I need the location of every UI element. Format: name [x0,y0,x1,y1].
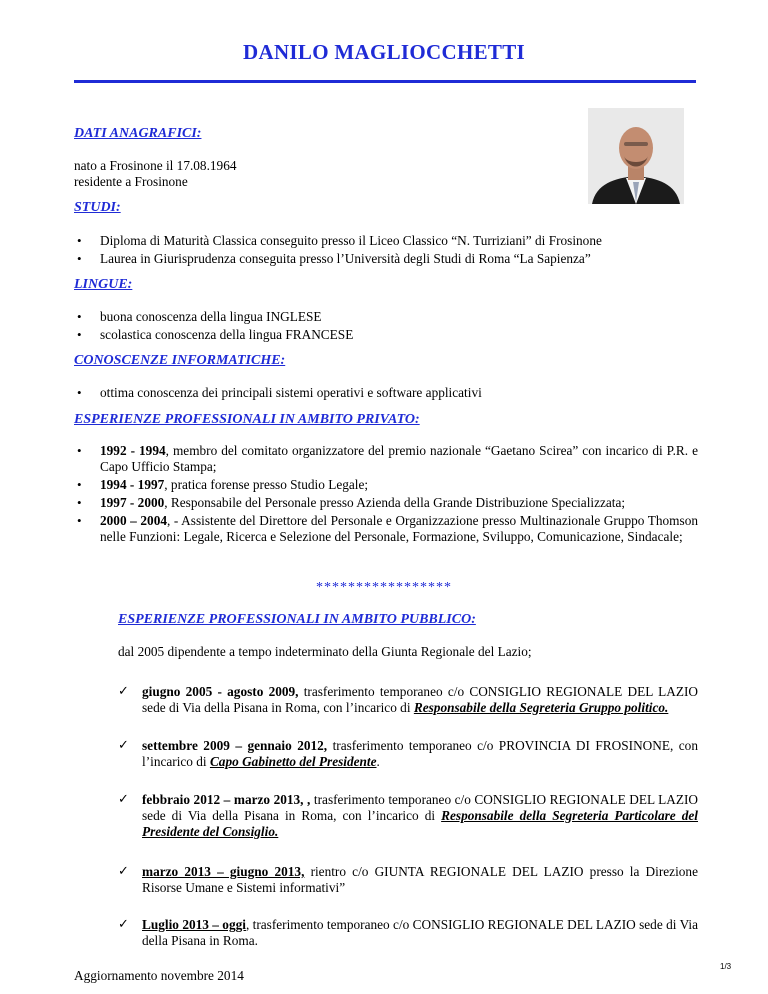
list-item: • ottima conoscenza dei principali sistemi operativi e software applicativi [74,385,698,401]
period: 1994 - 1997 [100,477,165,492]
list-item [118,738,698,770]
description: trasferimento temporaneo c/o PROVINCIA DI FROSINONE, con l’incarico di [142,738,698,769]
birth-info: nato a Frosinone il 17.08.1964 [74,158,237,173]
heading-dati-anagrafici: DATI ANAGRAFICI: [74,126,202,141]
description: trasferimento temporaneo c/o CONSIGLIO REGIONALE DEL LAZIO sede di Via della Pisana in Roma, con l’incarico di [142,792,699,823]
heading-studi: STUDI: [74,200,121,215]
residence-info: residente a Frosinone [74,174,188,189]
heading-esperienze-pubblico: ESPERIENZE PROFESSIONALI IN AMBITO PUBBLICO: [118,612,476,627]
checkmark-icon: ✓ [118,792,129,807]
description-end: . [376,754,380,769]
checkmark-icon: ✓ [118,917,129,932]
period: settembre 2009 – gennaio 2012, [142,738,328,753]
description: trasferimento temporaneo c/o CONSIGLIO REGIONALE DEL LAZIO sede di Via della Pisana in Roma, con l’incarico di [142,684,698,715]
list-item [74,443,698,475]
lingue-list [74,309,698,345]
period: 2000 – 2004 [100,513,167,528]
privato-list [74,443,698,547]
description: , Responsabile del Personale presso Azienda della Grande Distribuzione Specializzata; [164,495,626,510]
description: rientro c/o GIUNTA REGIONALE DEL LAZIO presso la Direzione Risorse Umane e Sistemi informativi” [142,864,698,895]
person-portrait-icon [588,108,684,204]
footer-update-date: Aggiornamento novembre 2014 [74,968,244,983]
description: , trasferimento temporaneo c/o CONSIGLIO REGIONALE DEL LAZIO sede di Via della Pisana in Roma. [142,917,698,948]
role-title: Responsabile della Segreteria Gruppo politico. [413,700,669,715]
period: 1992 - 1994 [100,443,166,458]
separator-stars: ***************** [316,580,452,595]
description: , - Assistente del Direttore del Personale e Organizzazione presso Multinazionale Gruppo Thomson nelle Funzioni: Legale, Ricerca e Selezione del Personale, Formazione, Sviluppo, Comunicazione, Sindacale; [100,513,699,544]
period: giugno 2005 - agosto 2009, [142,684,299,699]
heading-conoscenze-informatiche: CONOSCENZE INFORMATICHE: [74,353,286,368]
page-number: 1/3 [720,962,732,971]
list-item [118,684,698,716]
role-title: Responsabile della Segreteria Particolare del Presidente del Consiglio. [142,808,699,839]
list-item: • Diploma di Maturità Classica conseguito presso il Liceo Classico “N. Turriziani” di Frosinone [74,233,698,249]
role-title: Capo Gabinetto del Presidente [209,754,377,769]
cv-name: DANILO MAGLIOCCHETTI [243,40,525,64]
checkmark-icon: ✓ [118,738,129,753]
description: , membro del comitato organizzatore del premio nazionale “Gaetano Scirea” con incarico di P.R. e Capo Ufficio Stampa; [100,443,699,474]
period: febbraio 2012 – marzo 2013, , [142,792,311,807]
list-item [118,864,698,896]
list-item: • scolastica conoscenza della lingua FRANCESE [74,327,698,343]
list-item [118,792,698,840]
pubblico-intro: dal 2005 dipendente a tempo indeterminato della Giunta Regionale del Lazio; [118,644,532,659]
list-item [118,917,698,949]
description: , pratica forense presso Studio Legale; [164,477,369,492]
heading-lingue: LINGUE: [74,277,133,292]
profile-photo [588,108,684,204]
heading-esperienze-privato: ESPERIENZE PROFESSIONALI IN AMBITO PRIVATO: [74,412,420,427]
checkmark-icon: ✓ [118,864,129,879]
period: Luglio 2013 – oggi [142,917,246,932]
list-item [74,477,698,493]
checkmark-icon: ✓ [118,684,129,699]
period: 1997 - 2000 [100,495,165,510]
studi-list [74,233,698,269]
period: marzo 2013 – giugno 2013, [142,864,305,879]
list-item: • Laurea in Giurisprudenza conseguita presso l’Università degli Studi di Roma “La Sapienza” [74,251,698,267]
title-rule [74,80,696,83]
list-item [74,495,698,511]
informatiche-list [74,385,698,403]
list-item [74,513,698,545]
list-item: • buona conoscenza della lingua INGLESE [74,309,698,325]
